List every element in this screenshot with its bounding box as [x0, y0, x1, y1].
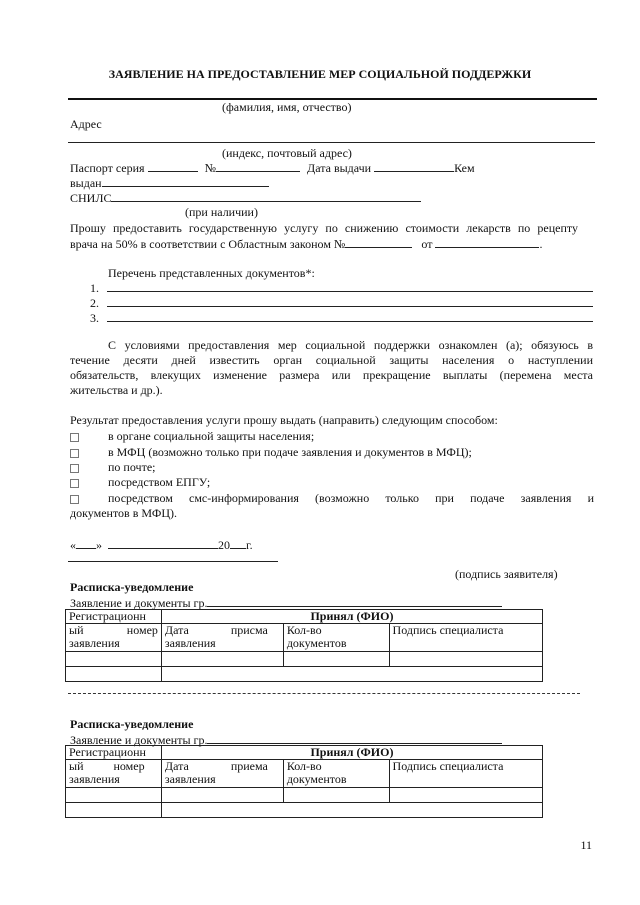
table-cell[interactable]	[66, 803, 162, 818]
snils-hint: (при наличии)	[185, 205, 258, 219]
table-cell[interactable]	[389, 788, 542, 803]
specialist-header: Подпись специалиста	[389, 624, 542, 652]
receipt-docs-label: Заявление и документы гр.	[70, 596, 208, 610]
receipt-heading: Расписка-уведомление	[70, 580, 194, 594]
checkbox-icon[interactable]	[70, 433, 79, 442]
law-number-field[interactable]	[345, 236, 412, 248]
table-cell[interactable]	[66, 652, 162, 667]
consent-line-4: жительства и др.).	[70, 383, 163, 397]
passport-number-field[interactable]	[216, 160, 300, 172]
address-hint: (индекс, почтовый адрес)	[222, 146, 352, 160]
consent-line-1: С условиями предоставления мер социальной поддержки ознакомлен (а); обязуюсь в	[108, 338, 593, 352]
snils-label: СНИЛС	[70, 191, 112, 205]
passport-row	[70, 160, 475, 175]
date-header: Дата присма заявления	[161, 624, 283, 652]
table-cell[interactable]	[283, 652, 389, 667]
date-row	[70, 537, 253, 552]
consent-line-2: течение десяти дней известить орган социальной защиты населения о наступлении	[70, 353, 593, 367]
delivery-option-continuation: документов в МФЦ).	[70, 506, 178, 520]
receipt-table	[65, 745, 543, 818]
receipt-docs-row	[70, 595, 502, 610]
snils-field[interactable]	[111, 190, 421, 202]
receipt-name-field[interactable]	[207, 732, 502, 744]
passport-series-field[interactable]	[148, 160, 198, 172]
table-cell[interactable]	[66, 788, 162, 803]
year-suffix: г.	[246, 538, 253, 552]
law-date-field[interactable]	[435, 236, 539, 248]
signature-hint: (подпись заявителя)	[455, 567, 558, 581]
count-header: Кол-во документов	[283, 624, 389, 652]
issue-date-field[interactable]	[374, 160, 454, 172]
document-number: 1.	[90, 281, 99, 295]
reg-number-header-cont: ый номер заявления	[66, 624, 162, 652]
table-cell[interactable]	[283, 788, 389, 803]
delivery-option-label: по почте;	[108, 460, 156, 474]
name-hint: (фамилия, имя, отчество)	[222, 100, 352, 114]
checkbox-icon[interactable]	[70, 479, 79, 488]
delivery-option[interactable]	[70, 475, 79, 489]
receipt-name-field[interactable]	[207, 595, 502, 607]
document-line-3[interactable]	[107, 321, 593, 322]
document-number: 2.	[90, 296, 99, 310]
cut-line	[68, 693, 580, 694]
passport-number-label: №	[204, 161, 217, 175]
issue-date-label: Дата выдачи	[307, 161, 372, 175]
document-number: 3.	[90, 311, 99, 325]
receipt-heading: Расписка-уведомление	[70, 717, 194, 731]
checkbox-icon[interactable]	[70, 495, 79, 504]
page-title: ЗАЯВЛЕНИЕ НА ПРЕДОСТАВЛЕНИЕ МЕР СОЦИАЛЬНОЙ ПОДДЕРЖКИ	[108, 67, 532, 81]
specialist-header: Подпись специалиста	[389, 760, 542, 788]
documents-heading: Перечень представленных документов*:	[108, 266, 315, 280]
date-header: Дата приема заявления	[161, 760, 283, 788]
checkbox-icon[interactable]	[70, 449, 79, 458]
request-line-1: Прошу предоставить государственную услугу по снижению стоимости лекарств по рецепту	[70, 221, 578, 235]
request-line-2: врача на 50% в соответствии с Областным законом № от .	[70, 237, 543, 251]
address-line[interactable]	[68, 142, 595, 143]
date-open-quote: «	[70, 538, 76, 552]
law-number-label: врача на 50% в соответствии с Областным законом №	[70, 237, 346, 251]
receipt-docs-label: Заявление и документы гр.	[70, 733, 208, 747]
year-prefix: 20	[218, 538, 230, 552]
document-line-1[interactable]	[107, 291, 593, 292]
delivery-option[interactable]	[70, 460, 79, 474]
signature-line[interactable]	[68, 561, 278, 562]
delivery-option[interactable]	[70, 445, 79, 459]
table-cell[interactable]	[161, 788, 283, 803]
year-field[interactable]	[230, 537, 246, 549]
reg-number-header-cont: ый номер заявления	[66, 760, 162, 788]
issued-label: выдан	[70, 176, 102, 190]
address-label: Адрес	[70, 117, 102, 131]
reg-number-header: Регистрационн	[66, 746, 162, 760]
passport-series-label: Паспорт серия	[70, 161, 145, 175]
delivery-option[interactable]	[70, 429, 79, 443]
snils-row	[70, 190, 421, 205]
receipt-table	[65, 609, 543, 682]
delivery-option-label: в МФЦ (возможно только при подаче заявления и документов в МФЦ);	[108, 445, 472, 459]
table-cell[interactable]	[66, 667, 162, 682]
table-cell[interactable]	[389, 652, 542, 667]
issued-by-field[interactable]	[102, 175, 269, 187]
delivery-option-label: в органе социальной защиты населения;	[108, 429, 315, 443]
delivery-option-label: посредством смс-информирования (возможно только при подаче заявления и	[108, 491, 594, 505]
delivery-heading: Результат предоставления услуги прошу выдать (направить) следующим способом:	[70, 413, 498, 427]
table-cell[interactable]	[161, 667, 542, 682]
consent-line-3: обязательств, влекущих изменение размера или прекращение выплаты (перемена места	[70, 368, 593, 382]
count-header: Кол-во документов	[283, 760, 389, 788]
date-close-quote: »	[96, 538, 102, 552]
delivery-option-label: посредством ЕПГУ;	[108, 475, 211, 489]
accepted-header: Принял (ФИО)	[161, 746, 542, 760]
page-number: 11	[580, 838, 592, 852]
month-field[interactable]	[108, 537, 218, 549]
law-date-label: от	[421, 237, 433, 251]
checkbox-icon[interactable]	[70, 464, 79, 473]
issued-by-label: Кем	[454, 161, 475, 175]
document-line-2[interactable]	[107, 306, 593, 307]
accepted-header: Принял (ФИО)	[161, 610, 542, 624]
issued-row	[70, 175, 269, 190]
day-field[interactable]	[76, 537, 96, 549]
table-cell[interactable]	[161, 652, 283, 667]
table-cell[interactable]	[161, 803, 542, 818]
reg-number-header: Регистрационн	[66, 610, 162, 624]
delivery-option[interactable]	[70, 491, 79, 505]
